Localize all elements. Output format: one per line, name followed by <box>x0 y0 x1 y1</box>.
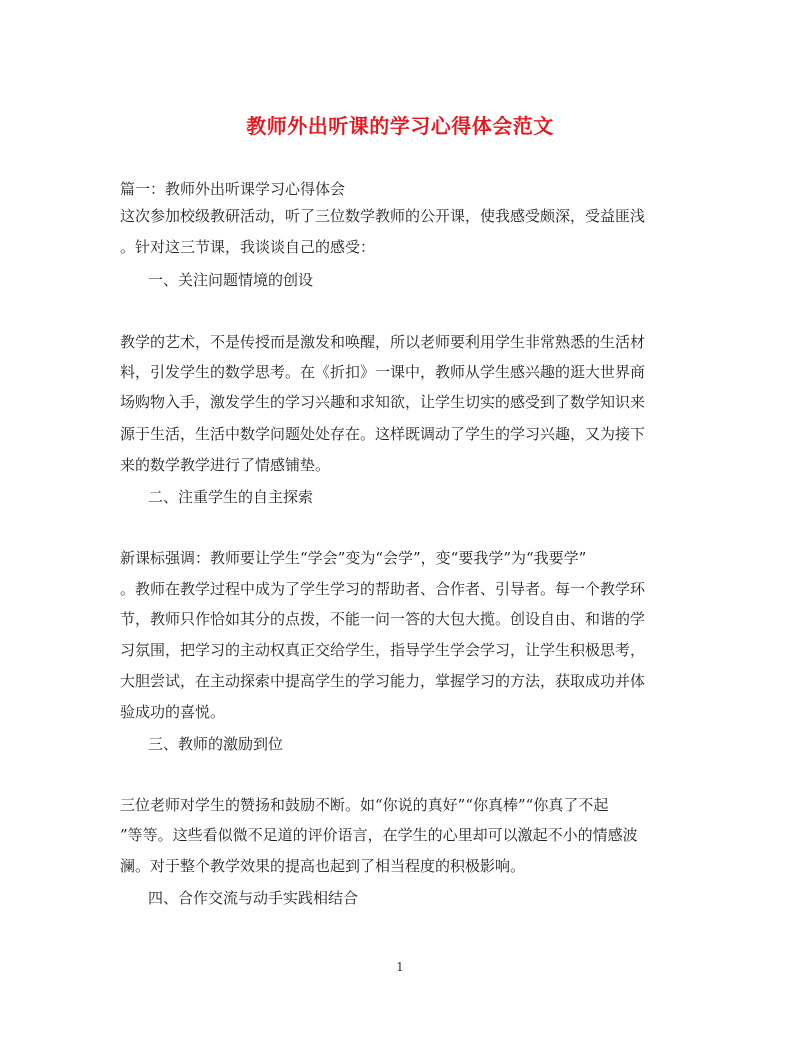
paragraph-line: 三位老师对学生的赞扬和鼓励不断。如“你说的真好”“你真棒”“你真了不起 <box>120 796 609 814</box>
paragraph-line: 大胆尝试，在主动探索中提高学生的学习能力，掌握学习的方法，获取成功并体 <box>120 672 646 690</box>
paragraph-line: 。针对这三节课，我谈谈自己的感受： <box>120 238 376 256</box>
subheading: 二、注重学生的自主探索 <box>148 488 314 506</box>
paragraph-line: 节，教师只作恰如其分的点拨，不能一问一答的大包大揽。创设自由、和谐的学 <box>120 610 646 628</box>
paragraph-line: 场购物入手，激发学生的学习兴趣和求知欲，让学生切实的感受到了数学知识来 <box>120 393 646 411</box>
paragraph-line: 澜。对于整个教学效果的提高也起到了相当程度的积极影响。 <box>120 857 526 875</box>
paragraph-line: 来的数学教学进行了情感铺垫。 <box>120 456 331 474</box>
subheading: 三、教师的激励到位 <box>148 735 284 753</box>
page-number: 1 <box>396 960 404 974</box>
paragraph-line: 源于生活，生活中数学问题处处存在。这样既调动了学生的学习兴趣，又为接下 <box>120 425 646 443</box>
paragraph-line: ”等等。这些看似微不足道的评价语言，在学生的心里却可以激起不小的情感波 <box>120 826 638 844</box>
paragraph-line: 。教师在教学过程中成为了学生学习的帮助者、合作者、引导者。每一个教学环 <box>120 580 646 598</box>
section-title: 篇一：教师外出听课学习心得体会 <box>120 180 346 198</box>
paragraph-line: 习氛围，把学习的主动权真正交给学生，指导学生学会学习，让学生积极思考， <box>120 641 646 659</box>
subheading: 一、关注问题情境的创设 <box>148 271 314 289</box>
subheading: 四、合作交流与动手实践相结合 <box>148 889 359 907</box>
paragraph-line: 这次参加校级教研活动，听了三位数学教师的公开课，使我感受颇深，受益匪浅 <box>120 207 646 225</box>
paragraph-line: 教学的艺术，不是传授而是激发和唤醒，所以老师要利用学生非常熟悉的生活材 <box>120 333 646 351</box>
paragraph-line: 料，引发学生的数学思考。在《折扣》一课中，教师从学生感兴趣的逛大世界商 <box>120 363 646 381</box>
document-title: 教师外出听课的学习心得体会范文 <box>246 114 554 138</box>
paragraph-line: 新课标强调：教师要让学生“学会”变为“会学”，变“要我学”为“我要学” <box>120 549 587 567</box>
paragraph-line: 验成功的喜悦。 <box>120 703 226 721</box>
